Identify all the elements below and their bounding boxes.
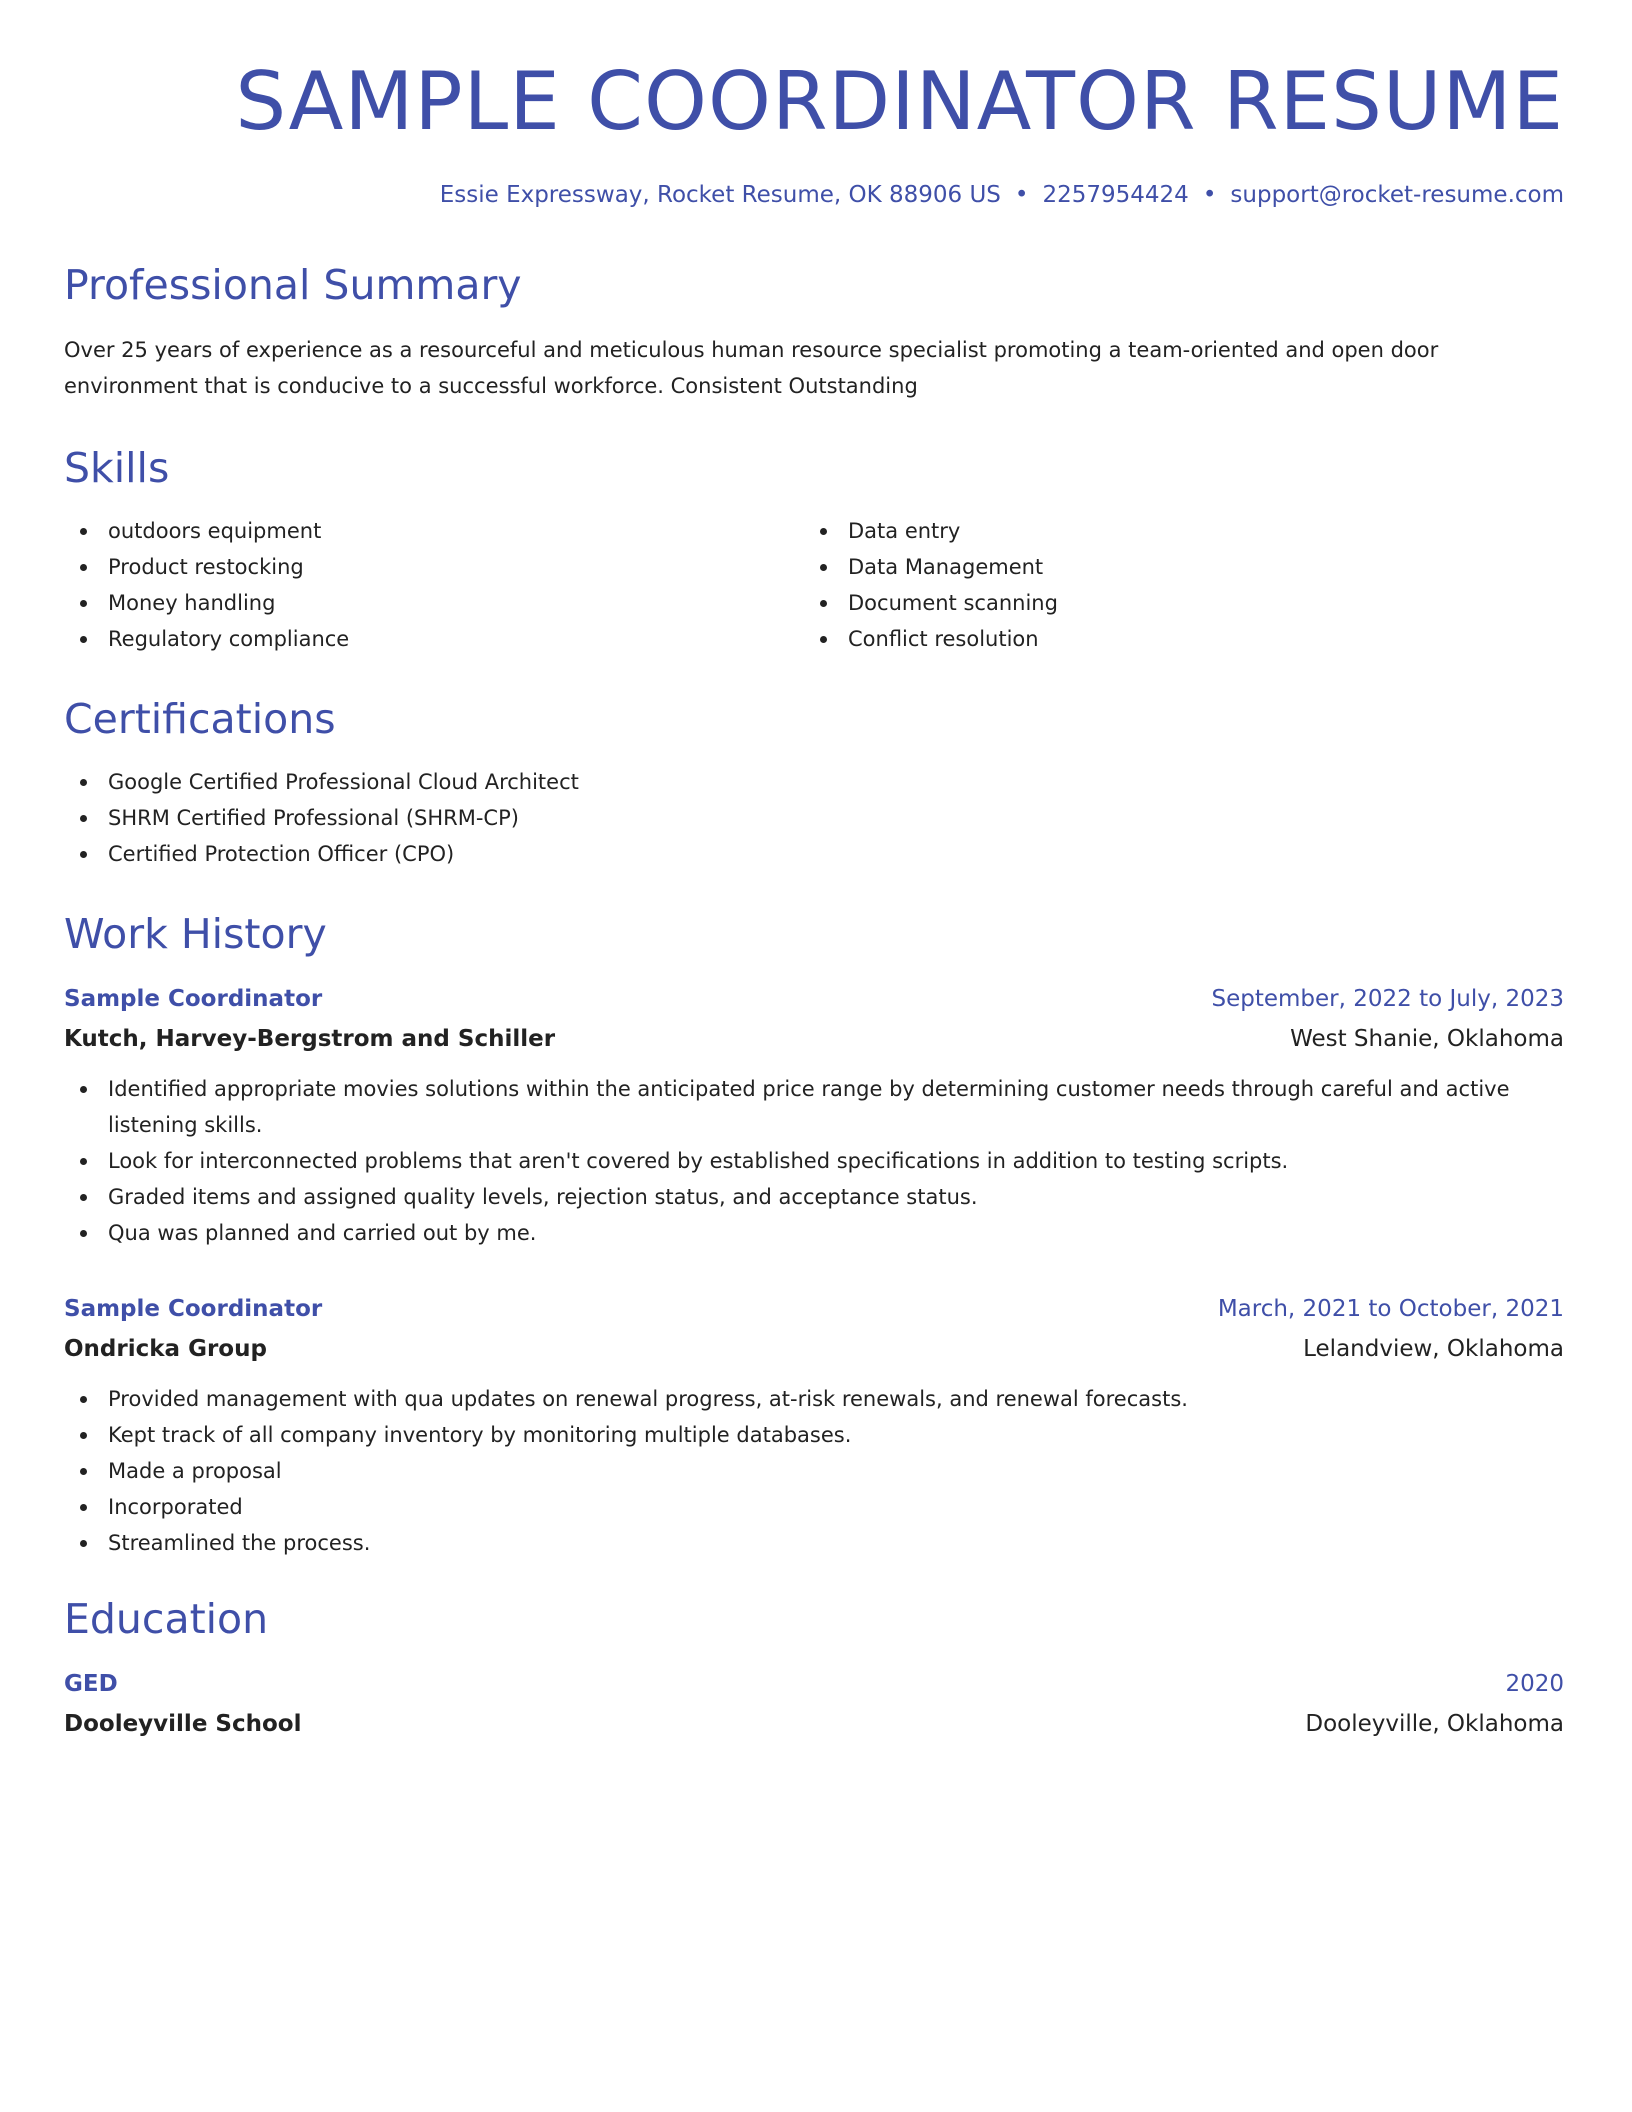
resume-page [64,0,1564,1742]
job-bullet: Qua was planned and carried out by me. [64,1215,1564,1251]
job-role: Sample Coordinator [64,1296,323,1322]
job-company-row [64,1327,1564,1367]
education-header-row [64,1666,1564,1702]
education-location: Dooleyville, Oklahoma [1305,1711,1564,1737]
skills-list [64,513,1564,657]
skill-item: Money handling [64,585,804,621]
job-header-row [64,1291,1564,1327]
contact-email: support@rocket-resume.com [1230,182,1564,208]
certifications-list [64,764,1564,872]
job-dates: March, 2021 to October, 2021 [1217,1296,1564,1322]
job-bullet: Provided management with qua updates on renewal progress, at-risk renewals, and renewal forecasts. [64,1381,1564,1417]
job-entry [64,981,1564,1251]
education-school-row [64,1702,1564,1742]
education-year: 2020 [1505,1671,1564,1697]
job-bullet: Graded items and assigned quality levels, rejection status, and acceptance status. [64,1179,1564,1215]
contact-phone: 2257954424 [1042,182,1189,208]
skill-item: outdoors equipment [64,513,804,549]
contact-address: Essie Expressway, Rocket Resume, OK 88906 US [439,182,1001,208]
skills-heading: Skills [64,444,170,492]
contact-separator: • [1202,182,1217,208]
job-company: Kutch, Harvey-Bergstrom and Schiller [64,1026,556,1052]
job-company-row [64,1017,1564,1057]
job-company: Ondricka Group [64,1336,267,1362]
skill-item: Product restocking [64,549,804,585]
job-bullet: Streamlined the process. [64,1525,1564,1561]
resume-title: SAMPLE COORDINATOR RESUME [235,55,1564,148]
job-dates: September, 2022 to July, 2023 [1211,986,1564,1012]
skill-item: Conflict resolution [804,621,1544,657]
contact-line [64,184,1564,207]
job-bullets [64,1381,1564,1561]
skills-column-left [64,513,804,657]
education-school: Dooleyville School [64,1711,302,1737]
skills-column-right [804,513,1544,657]
job-entry [64,1291,1564,1561]
work-history-heading: Work History [64,910,327,958]
skill-item: Regulatory compliance [64,621,804,657]
certifications-heading: Certifications [64,695,336,743]
job-location: West Shanie, Oklahoma [1290,1026,1564,1052]
job-header-row [64,981,1564,1017]
job-bullet: Identified appropriate movies solutions within the anticipated price range by determining customer needs through careful and active listening skills. [64,1071,1564,1143]
skill-item: Document scanning [804,585,1544,621]
skill-item: Data entry [804,513,1544,549]
job-bullet: Made a proposal [64,1453,1564,1489]
education-entry [64,1666,1564,1742]
job-role: Sample Coordinator [64,986,323,1012]
job-bullet: Look for interconnected problems that aren't covered by established specifications in addition to testing scripts. [64,1143,1564,1179]
education-heading: Education [64,1595,269,1643]
contact-separator: • [1014,182,1029,208]
skill-item: Data Management [804,549,1544,585]
education-degree: GED [64,1671,118,1697]
certification-item: SHRM Certified Professional (SHRM-CP) [64,800,1564,836]
job-bullet: Kept track of all company inventory by monitoring multiple databases. [64,1417,1564,1453]
job-location: Lelandview, Oklahoma [1303,1336,1564,1362]
job-bullet: Incorporated [64,1489,1564,1525]
certification-item: Certified Protection Officer (CPO) [64,836,1564,872]
certification-item: Google Certified Professional Cloud Architect [64,764,1564,800]
summary-text: Over 25 years of experience as a resourceful and meticulous human resource specialist promoting a team-oriented and open door environment that is conducive to a successful workforce. Consistent Outstanding [64,338,1439,398]
job-bullets [64,1071,1564,1251]
summary-heading: Professional Summary [64,261,522,309]
